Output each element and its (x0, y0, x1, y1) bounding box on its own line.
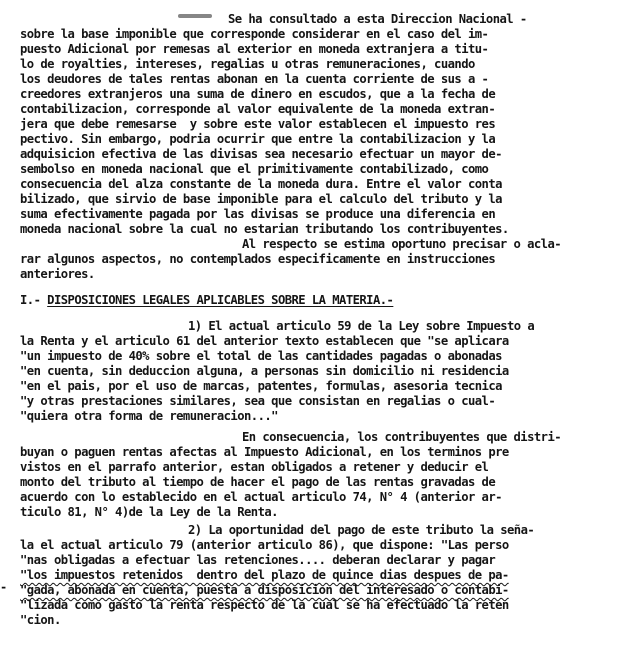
paragraph-1-line: pectivo. Sin embargo, podria ocurrir que entre la contabilizacion y la (20, 132, 496, 146)
paragraph-5-line: "gada, abonada en cuenta, puesta a disposicion del interesado o contabi- (20, 583, 509, 597)
paragraph-4-line: En consecuencia, los contribuyentes que distri- (242, 430, 562, 444)
paragraph-5-line: 2) La oportunidad del pago de este tributo la seña- (188, 523, 535, 537)
paragraph-1-line: sembolso en moneda nacional que el primitivamente contabilizado, como (20, 162, 489, 176)
paragraph-1-line: lo de royalties, intereses, regalias u otras remuneraciones, cuando (20, 57, 475, 71)
paragraph-5-line: "cion. (20, 613, 61, 627)
paragraph-1-line: Se ha consultado a esta Direccion Nacional - (228, 12, 527, 26)
section-heading (20, 294, 393, 307)
paragraph-1-line: sobre la base imponible que corresponde considerar en el caso del im- (20, 27, 489, 41)
section-heading-number: I.- (20, 293, 41, 307)
paragraph-3-line: "un impuesto de 40% sobre el total de las cantidades pagadas o abonadas (20, 349, 502, 363)
paragraph-3-line: "en el pais, por el uso de marcas, patentes, formulas, asesoria tecnica (20, 379, 502, 393)
paragraph-3-line: "quiera otra forma de remuneracion..." (20, 409, 278, 423)
paragraph-5-line: "los impuestos retenidos dentro del plazo de quince dias despues de pa- (20, 568, 509, 582)
paragraph-1-line: creedores extranjeros una suma de dinero en escudos, que a la fecha de (20, 87, 496, 101)
paragraph-4-line: ticulo 81, N° 4)de la Ley de la Renta. (20, 505, 278, 519)
paragraph-1-line: puesto Adicional por remesas al exterior en moneda extranjera a titu- (20, 42, 489, 56)
paragraph-5-line: la el actual articulo 79 (anterior articulo 86), que dispone: "Las perso (20, 538, 509, 552)
paragraph-3-line: 1) El actual articulo 59 de la Ley sobre Impuesto a (188, 319, 535, 333)
paragraph-2-line: anteriores. (20, 267, 95, 281)
paragraph-3-line: "y otras prestaciones similares, sea que consistan en regalias o cual- (20, 394, 496, 408)
paragraph-1-line: bilizado, que sirvio de base imponible para el calculo del tributo y la (20, 192, 502, 206)
ink-smudge (178, 14, 212, 18)
paragraph-1-line: moneda nacional sobre la cual no estarian tributando los contribuyentes. (20, 222, 509, 236)
paragraph-4-line: vistos en el parrafo anterior, estan obligados a retener y deducir el (20, 460, 489, 474)
paragraph-3-line: la Renta y el articulo 61 del anterior texto establecen que "se aplicara (20, 334, 509, 348)
paragraph-2-line: Al respecto se estima oportuno precisar o acla- (242, 237, 562, 251)
paragraph-4-line: monto del tributo al tiempo de hacer el pago de las rentas gravadas de (20, 475, 496, 489)
paragraph-3-line: "en cuenta, sin deduccion alguna, a personas sin domicilio ni residencia (20, 364, 509, 378)
paragraph-1-line: jera que debe remesarse y sobre este valor establecen el impuesto res (20, 117, 496, 131)
paragraph-2-line: rar algunos aspectos, no contemplados especificamente en instrucciones (20, 252, 496, 266)
paragraph-1-line: adquisicion efectiva de las divisas sea necesario efectuar un mayor de- (20, 147, 502, 161)
paragraph-1-line: suma efectivamente pagada por las divisas se produce una diferencia en (20, 207, 496, 221)
paragraph-4-line: buyan o paguen rentas afectas al Impuesto Adicional, en los terminos pre (20, 445, 509, 459)
paragraph-5-line: "lizada como gasto la renta respecto de la cual se ha efectuado la reten (20, 598, 509, 612)
paragraph-4-line: acuerdo con lo establecido en el actual articulo 74, N° 4 (anterior ar- (20, 490, 502, 504)
section-heading-text: DISPOSICIONES LEGALES APLICABLES SOBRE LA MATERIA.- (47, 293, 394, 307)
margin-mark: - (0, 580, 8, 594)
paragraph-1-line: contabilizacion, corresponde al valor equivalente de la moneda extran- (20, 102, 496, 116)
paragraph-5-line: "nas obligadas a efectuar las retenciones.... deberan declarar y pagar (20, 553, 496, 567)
paragraph-1-line: los deudores de tales rentas abonan en la cuenta corriente de sus a - (20, 72, 489, 86)
paragraph-1-line: consecuencia del alza constante de la moneda dura. Entre el valor conta (20, 177, 502, 191)
